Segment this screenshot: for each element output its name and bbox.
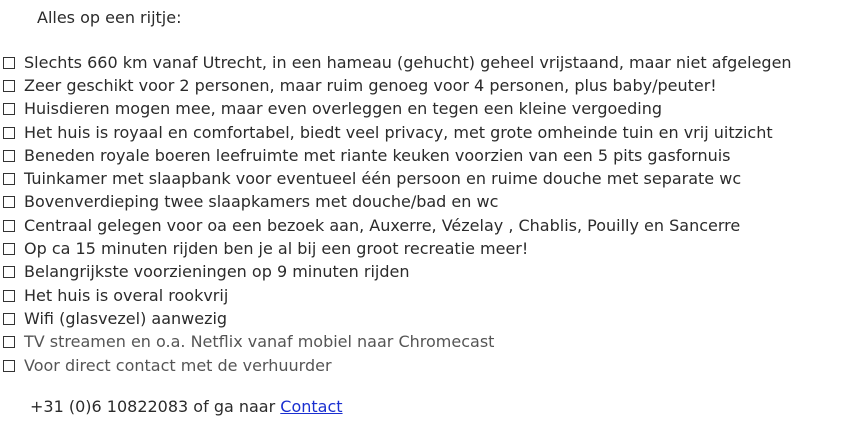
list-item [3, 51, 792, 74]
list-item-text: Het huis is royaal en comfortabel, biedt veel privacy, met grote omheinde tuin en vrij uitzicht [24, 122, 773, 142]
list-item-text: Op ca 15 minuten rijden ben je al bij een groot recreatie meer! [24, 239, 529, 259]
checkbox-icon [3, 243, 15, 255]
list-item-text: Voor direct contact met de verhuurder [24, 355, 332, 375]
checkbox-icon [3, 266, 15, 278]
list-item-text: Wifi (glasvezel) aanwezig [24, 308, 228, 328]
checkbox-icon [3, 196, 15, 208]
list-item [3, 98, 792, 121]
checkbox-icon [3, 127, 15, 139]
checkbox-icon [3, 290, 15, 302]
list-item-text: Belangrijkste voorzieningen op 9 minuten rijden [24, 262, 410, 282]
list-item [3, 261, 792, 284]
list-item [3, 144, 792, 167]
list-item-text: Zeer geschikt voor 2 personen, maar ruim genoeg voor 4 personen, plus baby/peuter! [24, 75, 717, 95]
contact-link[interactable]: Contact [280, 397, 343, 416]
list-item [3, 307, 792, 330]
checkbox-icon [3, 336, 15, 348]
list-item [3, 331, 792, 354]
list-item-text: Het huis is overal rookvrij [24, 285, 229, 305]
contact-phone-text: +31 (0)6 10822083 of ga naar [30, 397, 281, 416]
checkbox-icon [3, 220, 15, 232]
list-item-text: Tuinkamer met slaapbank voor eventueel één persoon en ruime douche met separate wc [24, 169, 742, 189]
list-item [3, 214, 792, 237]
feature-list [3, 51, 792, 377]
list-item [3, 237, 792, 260]
list-item [3, 121, 792, 144]
list-item-text: Beneden royale boeren leefruimte met riante keuken voorzien van een 5 pits gasfornuis [24, 145, 731, 165]
checkbox-icon [3, 57, 15, 69]
list-item-text: Centraal gelegen voor oa een bezoek aan, Auxerre, Vézelay , Chablis, Pouilly en Sancerre [24, 215, 741, 235]
list-item [3, 167, 792, 190]
checkbox-icon [3, 150, 15, 162]
checkbox-icon [3, 173, 15, 185]
contact-line [30, 397, 343, 417]
checkbox-icon [3, 313, 15, 325]
section-heading: Alles op een rijtje: [37, 8, 182, 27]
checkbox-icon [3, 103, 15, 115]
list-item [3, 74, 792, 97]
checkbox-icon [3, 80, 15, 92]
list-item [3, 284, 792, 307]
list-item-text: Huisdieren mogen mee, maar even overleggen en tegen een kleine vergoeding [24, 99, 663, 119]
list-item [3, 354, 792, 377]
list-item-text: Slechts 660 km vanaf Utrecht, in een hameau (gehucht) geheel vrijstaand, maar niet afgelegen [24, 52, 792, 72]
list-item-text: TV streamen en o.a. Netflix vanaf mobiel naar Chromecast [24, 332, 495, 352]
checkbox-icon [3, 360, 15, 372]
list-item [3, 191, 792, 214]
list-item-text: Bovenverdieping twee slaapkamers met douche/bad en wc [24, 192, 499, 212]
